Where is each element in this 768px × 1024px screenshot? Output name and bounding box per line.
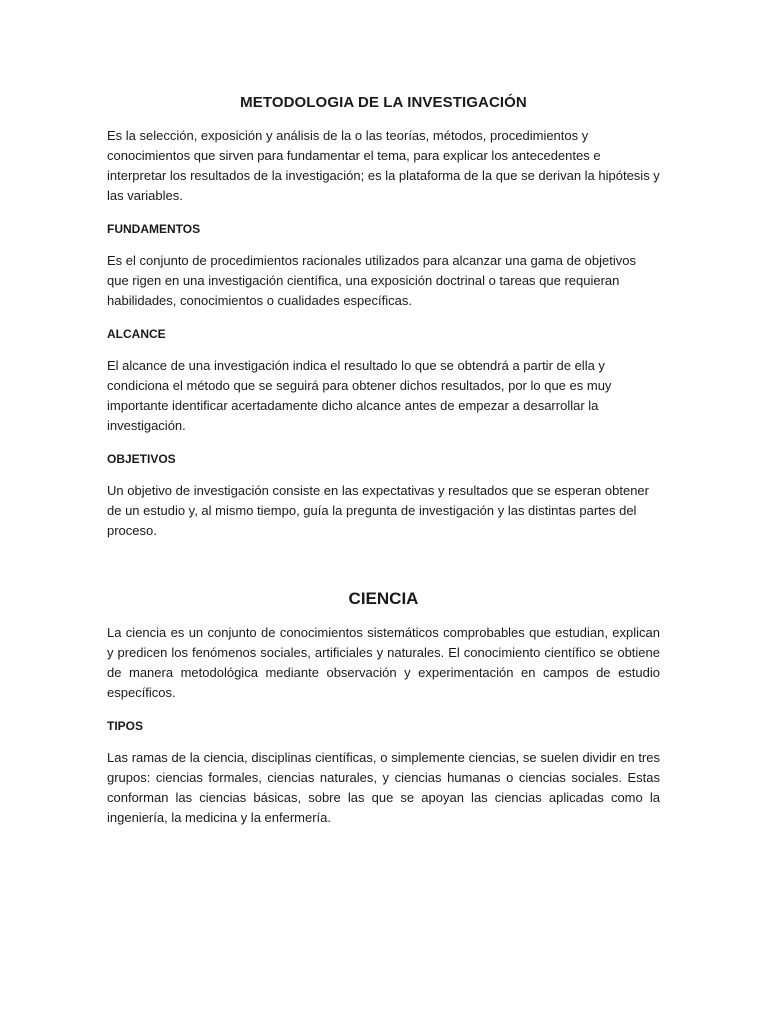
section-heading-objetivos: OBJETIVOS xyxy=(107,452,176,466)
section-text-fundamentos: Es el conjunto de procedimientos racionales utilizados para alcanzar una gama de objetivos que rigen en una investigación científica, una exposición doctrinal o tareas que requieran habilidades, conocimientos o cualidades específicas. xyxy=(107,253,636,308)
section-heading-fundamentos: FUNDAMENTOS xyxy=(107,222,201,236)
section-text-objetivos: Un objetivo de investigación consiste en las expectativas y resultados que se esperan obtener de un estudio y, al mismo tiempo, guía la pregunta de investigación y las distintas partes del proceso. xyxy=(107,483,649,538)
ciencia-title: CIENCIA xyxy=(348,589,419,608)
document-content xyxy=(107,93,660,841)
section-heading-alcance: ALCANCE xyxy=(107,327,166,341)
intro-paragraph: Es la selección, exposición y análisis de la o las teorías, métodos, procedimientos y conocimientos que sirven para fundamentar el tema, para explicar los antecedentes e interpretar los resultados de la investigación; es la plataforma de la que se derivan la hipótesis y las variables. xyxy=(107,128,660,203)
document-title: METODOLOGIA DE LA INVESTIGACIÓN xyxy=(240,94,527,111)
section-text-alcance: El alcance de una investigación indica el resultado lo que se obtendrá a partir de ella y condiciona el método que se seguirá para obtener dichos resultados, por lo que es muy importante identificar acertadamente dicho alcance antes de empezar a desarrollar la investigación. xyxy=(107,358,612,433)
section-heading-tipos: TIPOS xyxy=(107,719,144,733)
section-text-tipos: Las ramas de la ciencia, disciplinas científicas, o simplemente ciencias, se suelen dividir en tres grupos: ciencias formales, ciencias naturales, y ciencias humanas o ciencias sociales. Estas conforman las ciencias básicas, sobre las que se apoyan las ciencias aplicadas como la ingeniería, la medicina y la enfermería. xyxy=(107,750,660,825)
ciencia-intro-paragraph: La ciencia es un conjunto de conocimientos sistemáticos comprobables que estudian, explican y predicen los fenómenos sociales, artificiales y naturales. El conocimiento científico se obtiene de manera metodológica mediante observación y experimentación en campos de estudio específicos. xyxy=(107,625,660,700)
